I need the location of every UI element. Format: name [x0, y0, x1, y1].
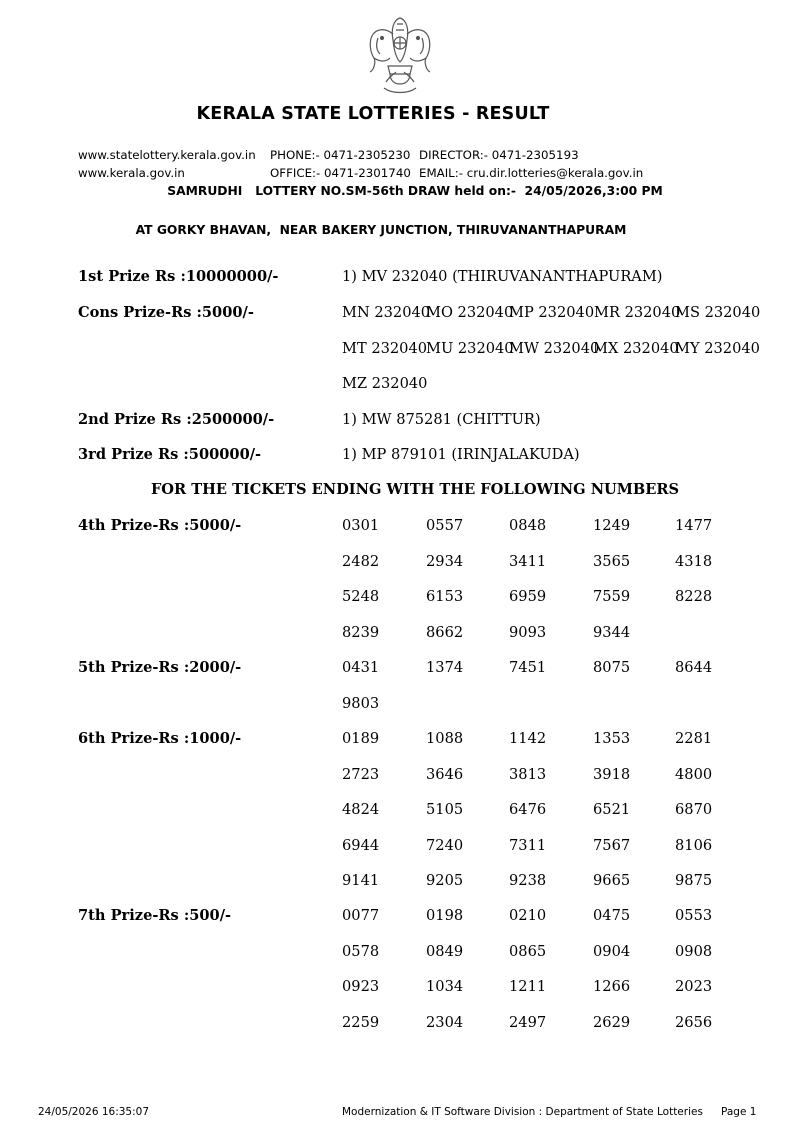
fifth-prize-number: 7451: [509, 659, 547, 676]
sixth-prize-number: 3646: [426, 765, 464, 783]
seventh-prize-number: 0904: [593, 942, 631, 960]
sixth-prize-number: 1353: [593, 730, 631, 747]
fourth-prize-number: 8228: [675, 588, 713, 605]
fourth-prize-number: 3565: [593, 552, 631, 570]
sixth-prize-number: 3813: [509, 765, 547, 783]
seventh-prize-number: 0923: [342, 978, 380, 995]
seventh-prize-number: 2259: [342, 1013, 380, 1031]
seventh-prize-number: 0865: [509, 942, 547, 960]
phone-text: PHONE:- 0471-2305230: [270, 148, 411, 162]
sixth-prize-number: 4800: [675, 765, 713, 783]
sixth-prize-number: 4824: [342, 801, 380, 818]
sixth-prize-number: 9665: [593, 872, 631, 889]
website-link[interactable]: www.statelottery.kerala.gov.in: [78, 148, 256, 162]
sixth-prize-number: 6870: [675, 801, 713, 818]
fourth-prize-number: 0557: [426, 517, 464, 534]
sixth-prize-number: 6944: [342, 836, 380, 854]
fifth-prize-number: 1374: [426, 659, 464, 676]
sixth-prize-number: 9238: [509, 872, 547, 889]
seventh-prize-number: 0475: [593, 907, 631, 924]
cons-ticket: MN 232040: [342, 304, 431, 321]
sixth-prize-number: 2281: [675, 730, 713, 747]
seventh-prize-number: 0210: [509, 907, 547, 924]
footer-timestamp: 24/05/2026 16:35:07: [38, 1106, 150, 1118]
fourth-prize-number: 1249: [593, 517, 631, 534]
director-phone-text: DIRECTOR:- 0471-2305193: [419, 148, 579, 162]
fourth-prize-number: 6959: [509, 588, 547, 605]
sixth-prize-number: 6521: [593, 801, 631, 818]
third-prize-ticket: 1) MP 879101 (IRINJALAKUDA): [342, 446, 580, 463]
sixth-prize-number: 7240: [426, 836, 464, 854]
sixth-prize-number: 2723: [342, 765, 380, 783]
cons-ticket: MY 232040: [675, 340, 760, 357]
fifth-prize-number: 9803: [342, 694, 380, 712]
fourth-prize-number: 8662: [426, 623, 464, 641]
seventh-prize-number: 0849: [426, 942, 464, 960]
sixth-prize-number: 5105: [426, 801, 464, 818]
sixth-prize-number: 7311: [509, 836, 547, 854]
seventh-prize-number: 2304: [426, 1013, 464, 1031]
sixth-prize-number: 9141: [342, 872, 380, 889]
cons-ticket: MX 232040: [593, 340, 679, 357]
office-phone-text: OFFICE:- 0471-2301740: [270, 166, 411, 180]
second-prize-ticket: 1) MW 875281 (CHITTUR): [342, 411, 541, 428]
seventh-prize-number: 1266: [593, 978, 631, 995]
cons-ticket: MT 232040: [342, 340, 428, 357]
fourth-prize-number: 0301: [342, 517, 380, 534]
seventh-prize-number: 2497: [509, 1013, 547, 1031]
cons-prize-label: Cons Prize-Rs :5000/-: [78, 304, 254, 321]
fourth-prize-number: 9093: [509, 623, 547, 641]
sixth-prize-number: 6476: [509, 801, 547, 818]
fourth-prize-number: 6153: [426, 588, 464, 605]
second-prize-label: 2nd Prize Rs :2500000/-: [78, 411, 275, 428]
fourth-prize-number: 8239: [342, 623, 380, 641]
footer-page-number: Page 1: [721, 1106, 757, 1118]
fourth-prize-number: 0848: [509, 517, 547, 534]
fifth-prize-number: 8644: [675, 659, 713, 676]
third-prize-label: 3rd Prize Rs :500000/-: [78, 446, 262, 463]
footer-division: Modernization & IT Software Division : Department of State Lotteries: [342, 1106, 703, 1118]
cons-ticket: MO 232040: [426, 304, 514, 321]
draw-details: SAMRUDHI LOTTERY NO.SM-56th DRAW held on:- 24/05/2026,3:00 PM: [167, 184, 663, 198]
cons-ticket: MU 232040: [426, 340, 514, 357]
cons-ticket: MW 232040: [509, 340, 600, 357]
fifth-prize-number: 8075: [593, 659, 631, 676]
ending-numbers-heading: FOR THE TICKETS ENDING WITH THE FOLLOWING NUMBERS: [150, 481, 680, 498]
seventh-prize-number: 2656: [675, 1013, 713, 1031]
seventh-prize-number: 0908: [675, 942, 713, 960]
seventh-prize-number: 0198: [426, 907, 464, 924]
seventh-prize-number: 0578: [342, 942, 380, 960]
seventh-prize-label: 7th Prize-Rs :500/-: [78, 907, 232, 924]
kerala-state-emblem-icon: [360, 10, 440, 100]
fourth-prize-number: 2934: [426, 552, 464, 570]
cons-ticket: MP 232040: [509, 304, 595, 321]
seventh-prize-number: 0553: [675, 907, 713, 924]
sixth-prize-number: 3918: [593, 765, 631, 783]
first-prize-label: 1st Prize Rs :10000000/-: [78, 268, 279, 285]
cons-ticket: MS 232040: [675, 304, 761, 321]
page-title: KERALA STATE LOTTERIES - RESULT: [196, 104, 550, 124]
seventh-prize-number: 1034: [426, 978, 464, 995]
seventh-prize-number: 2629: [593, 1013, 631, 1031]
fourth-prize-number: 9344: [593, 623, 631, 641]
sixth-prize-number: 0189: [342, 730, 380, 747]
sixth-prize-number: 9205: [426, 872, 464, 889]
seventh-prize-number: 2023: [675, 978, 713, 995]
fourth-prize-number: 3411: [509, 552, 547, 570]
sixth-prize-number: 8106: [675, 836, 713, 854]
sixth-prize-number: 1142: [509, 730, 547, 747]
sixth-prize-label: 6th Prize-Rs :1000/-: [78, 730, 242, 747]
seventh-prize-number: 1211: [509, 978, 547, 995]
email-link[interactable]: EMAIL:- cru.dir.lotteries@kerala.gov.in: [419, 166, 644, 180]
fifth-prize-label: 5th Prize-Rs :2000/-: [78, 659, 242, 676]
seventh-prize-number: 0077: [342, 907, 380, 924]
fourth-prize-number: 4318: [675, 552, 713, 570]
fourth-prize-number: 7559: [593, 588, 631, 605]
sixth-prize-number: 7567: [593, 836, 631, 854]
sixth-prize-number: 9875: [675, 872, 713, 889]
fourth-prize-number: 2482: [342, 552, 380, 570]
draw-venue: AT GORKY BHAVAN, NEAR BAKERY JUNCTION, THIRUVANANTHAPURAM: [135, 223, 627, 237]
first-prize-ticket: 1) MV 232040 (THIRUVANANTHAPURAM): [342, 268, 663, 285]
fourth-prize-number: 5248: [342, 588, 380, 605]
fifth-prize-number: 0431: [342, 659, 380, 676]
cons-ticket: MR 232040: [594, 304, 681, 321]
sixth-prize-number: 1088: [426, 730, 464, 747]
kerala-gov-link[interactable]: www.kerala.gov.in: [78, 166, 185, 180]
fourth-prize-number: 1477: [675, 517, 713, 534]
cons-ticket: MZ 232040: [342, 375, 428, 392]
fourth-prize-label: 4th Prize-Rs :5000/-: [78, 517, 242, 534]
